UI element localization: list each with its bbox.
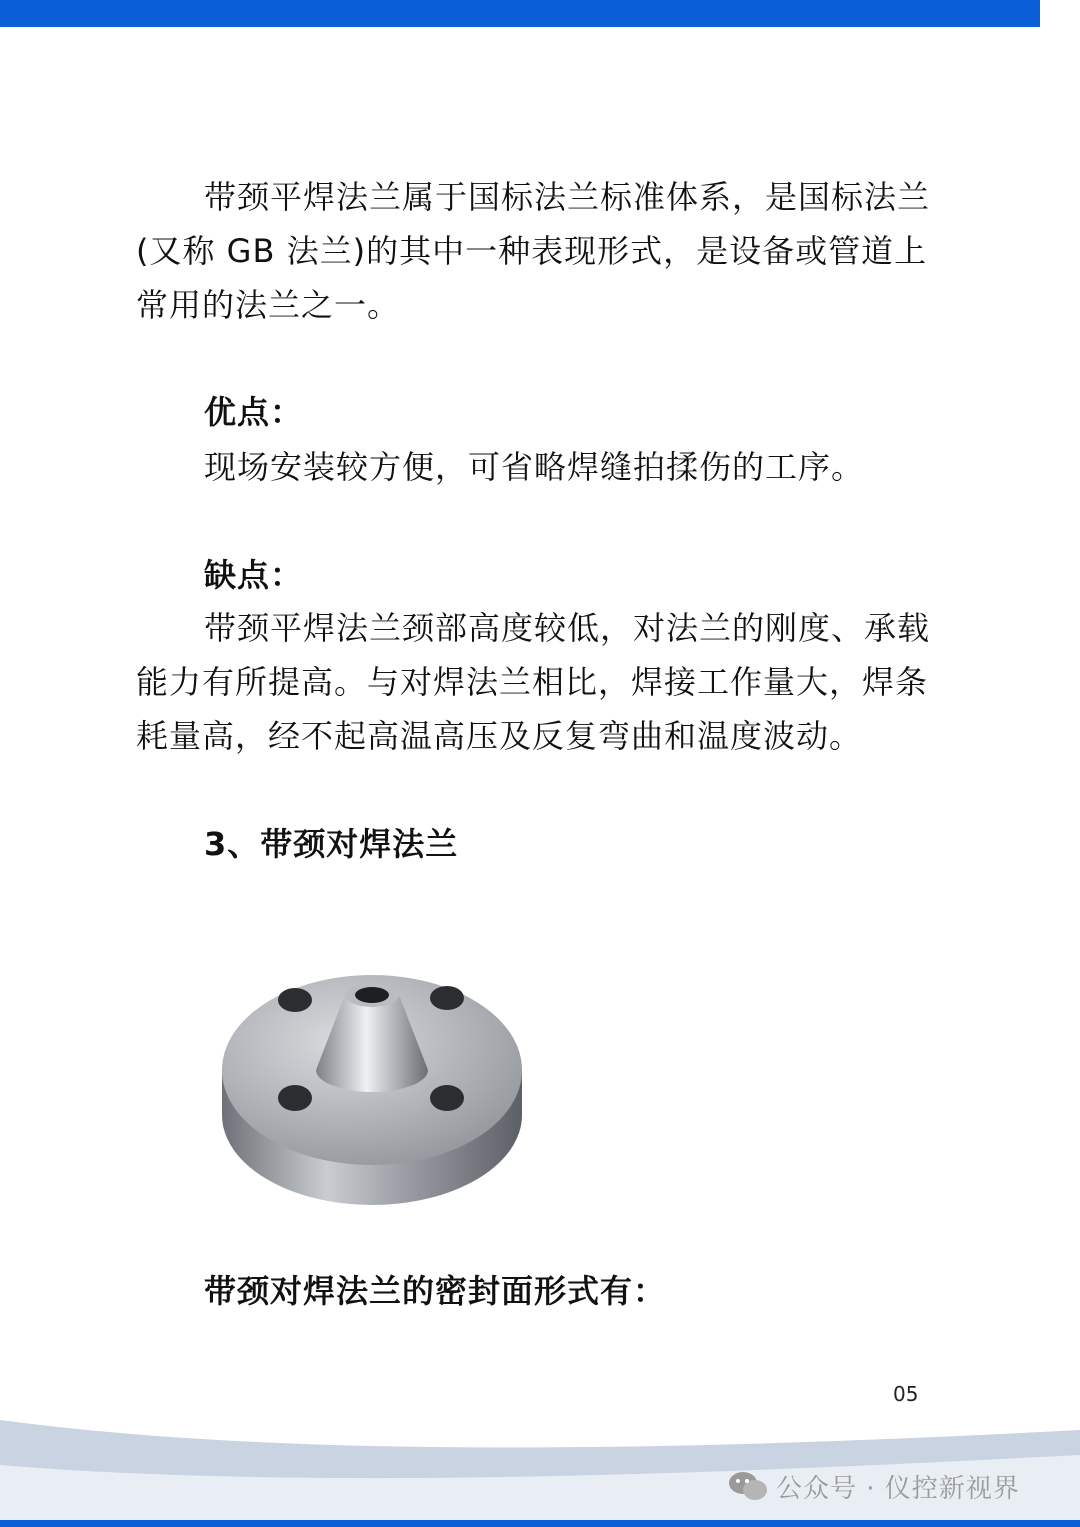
page-number: 05: [893, 1382, 919, 1406]
watermark: [728, 1466, 1020, 1506]
disadvantages-heading: 缺点：: [204, 556, 304, 594]
advantages-text: 现场安装较方便，可省略焊缝拍揉伤的工序。: [204, 448, 865, 486]
wechat-icon: [728, 1470, 768, 1502]
top-banner: [0, 0, 1040, 27]
disadvantages-paragraph: 带颈平焊法兰颈部高度较低，对法兰的刚度、承载能力有所提高。与对焊法兰相比，焊接工作量大，焊条耗量高，经不起高温高压及反复弯曲和温度波动。: [136, 609, 931, 755]
sealing-heading: 带颈对焊法兰的密封面形式有：: [204, 1272, 667, 1310]
intro-paragraph: 带颈平焊法兰属于国标法兰标准体系，是国标法兰(又称 GB 法兰)的其中一种表现形式，是设备或管道上常用的法兰之一。: [136, 178, 931, 324]
flange-image: [210, 940, 540, 1210]
advantages-heading: 优点：: [204, 393, 304, 431]
watermark-text: 公众号 · 仪控新视界: [776, 1473, 1020, 1504]
section-heading: 3、带颈对焊法兰: [204, 825, 459, 863]
